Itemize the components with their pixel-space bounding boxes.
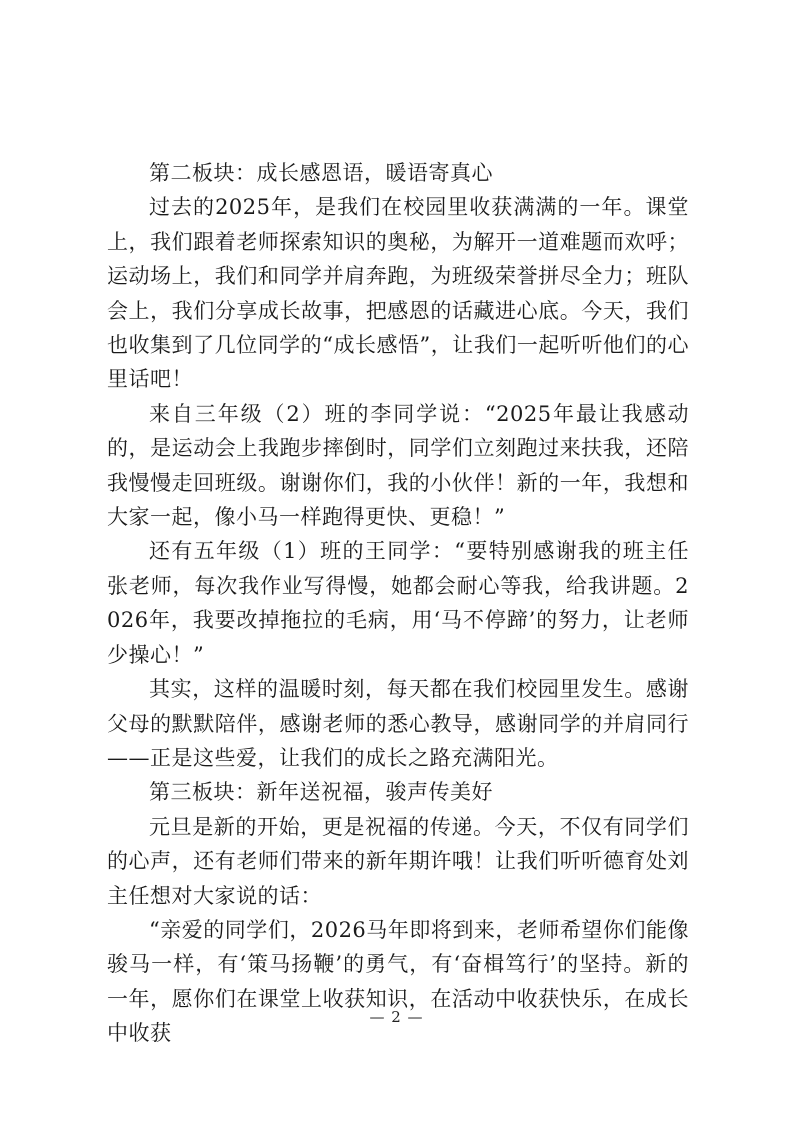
paragraph-gratitude: 其实，这样的温暖时刻，每天都在我们校园里发生。感谢父母的默默陪伴，感谢老师的悉心教导，感谢同学的并肩同行——正是这些爱，让我们的成长之路充满阳光。 xyxy=(107,677,689,770)
section-heading-3: 第三板块：新年送祝福，骏声传美好 xyxy=(149,780,493,805)
paragraph-student-li: 来自三年级（2）班的李同学说：“2025年最让我感动的，是运动会上我跑步摔倒时，同学们立刻跑过来扶我，还陪我慢慢走回班级。谢谢你们，我的小伙伴！新的一年，我想和大家一起，像小马一样跑得更快、更稳！” xyxy=(107,401,689,530)
paragraph-director-quote: “亲爱的同学们，2026马年即将到来，老师希望你们能像骏马一样，有‘策马扬鞭’的勇气，有‘奋楫笃行’的坚持。新的一年，愿你们在课堂上收获知识，在活动中收获快乐，在成长中收获 xyxy=(107,917,689,1046)
paragraph-intro: 过去的2025年，是我们在校园里收获满满的一年。课堂上，我们跟着老师探索知识的奥秘，为解开一道难题而欢呼；运动场上，我们和同学并肩奔跑，为班级荣誉拼尽全力；班队会上，我们分享成长故事，把感恩的话藏进心底。今天，我们也收集到了几位同学的“成长感悟”，让我们一起听听他们的心里话吧！ xyxy=(107,195,689,392)
paragraph-student-wang: 还有五年级（1）班的王同学：“要特别感谢我的班主任张老师，每次我作业写得慢，她都会耐心等我，给我讲题。2026年，我要改掉拖拉的毛病，用‘马不停蹄’的努力，让老师少操心！” xyxy=(107,539,689,667)
section-heading-2: 第二板块：成长感恩语，暖语寄真心 xyxy=(149,161,493,185)
page-number: — 2 — xyxy=(369,1008,424,1026)
document-body xyxy=(107,156,689,1051)
paragraph-new-year: 元旦是新的开始，更是祝福的传递。今天，不仅有同学们的心声，还有老师们带来的新年期许哦！让我们听听德育处刘主任想对大家说的话： xyxy=(107,814,689,908)
